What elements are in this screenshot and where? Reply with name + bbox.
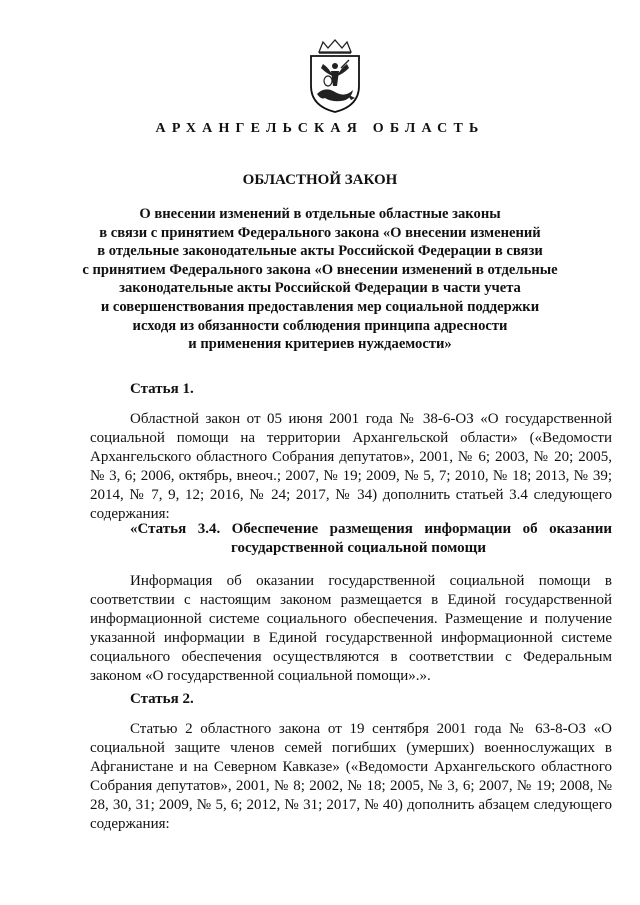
law-title-line: с принятием Федерального закона «О внесении изменений в отдельные (82, 261, 558, 278)
article-2-heading: Статья 2. (130, 691, 194, 707)
law-title (80, 205, 560, 354)
law-title-line: и применения критериев нуждаемости» (188, 336, 452, 353)
article-1-text-body: Областной закон от 05 июня 2001 года № 38-6-ОЗ «О государственной социальной помощи на территории Архангельской области» («Ведомости Архангельского областного Собрания депутатов», 2001, № 6; 2003, № 20; 2005, № 3, 6; 2006, октябрь, внеоч.; 2007, № 19; 2009, № 5, 7; 2010, № 18; 2013, № 39; 2014, № 7, 9, 12; 2016, № 24; 2017, № 34) дополнить статьей 3.4 следующего содержания: (90, 411, 612, 522)
article-1-text (90, 410, 612, 523)
inserted-article-text (90, 572, 612, 685)
inserted-article-heading-line-1: «Статья 3.4. Обеспечение размещения информации об оказании (130, 521, 612, 537)
law-title-line: законодательные акты Российской Федерации в части учета (119, 280, 521, 297)
article-1-heading: Статья 1. (130, 381, 194, 397)
archangel-coat-of-arms-icon (301, 38, 369, 114)
article-2-text-body: Статью 2 областного закона от 19 сентября 2001 года № 63-8-ОЗ «О социальной защите членов семей погибших (умерших) военнослужащих в Афганистане и на Северном Кавказе» («Ведомости Архангельского областного Собрания депутатов», 2001, № 8; 2002, № 18; 2005, № 3, 6; 2007, № 19; 2008, № 28, 30, 31; 2009, № 5, 6; 2012, № 31; 2017, № 40) дополнить абзацем следующего содержания: (90, 721, 612, 832)
law-title-line: в связи с принятием Федерального закона «О внесении изменений (99, 224, 541, 241)
article-2-text (90, 720, 612, 833)
region-title: АРХАНГЕЛЬСКАЯ ОБЛАСТЬ (155, 121, 485, 136)
law-title-line: в отдельные законодательные акты Российской Федерации в связи (97, 243, 543, 260)
law-title-line: и совершенствования предоставления мер социальной поддержки (100, 298, 540, 315)
inserted-article-text-body: Информация об оказании государственной социальной помощи в соответствии с настоящим законом размещается в Единой государственной информационной системе социального обеспечения. Размещение и получение указанной информации в Единой государственной информационной системе социального обеспечения осуществляются в соответствии с Федеральным законом «О государственной социальной помощи».». (90, 573, 612, 684)
law-type: ОБЛАСТНОЙ ЗАКОН (242, 172, 398, 188)
inserted-article-heading-line-2: государственной социальной помощи (231, 539, 486, 556)
law-title-line: О внесении изменений в отдельные областные законы (139, 206, 501, 222)
inserted-article-heading (130, 520, 612, 558)
law-title-line: исходя из обязанности соблюдения принципа адресности (132, 317, 508, 334)
